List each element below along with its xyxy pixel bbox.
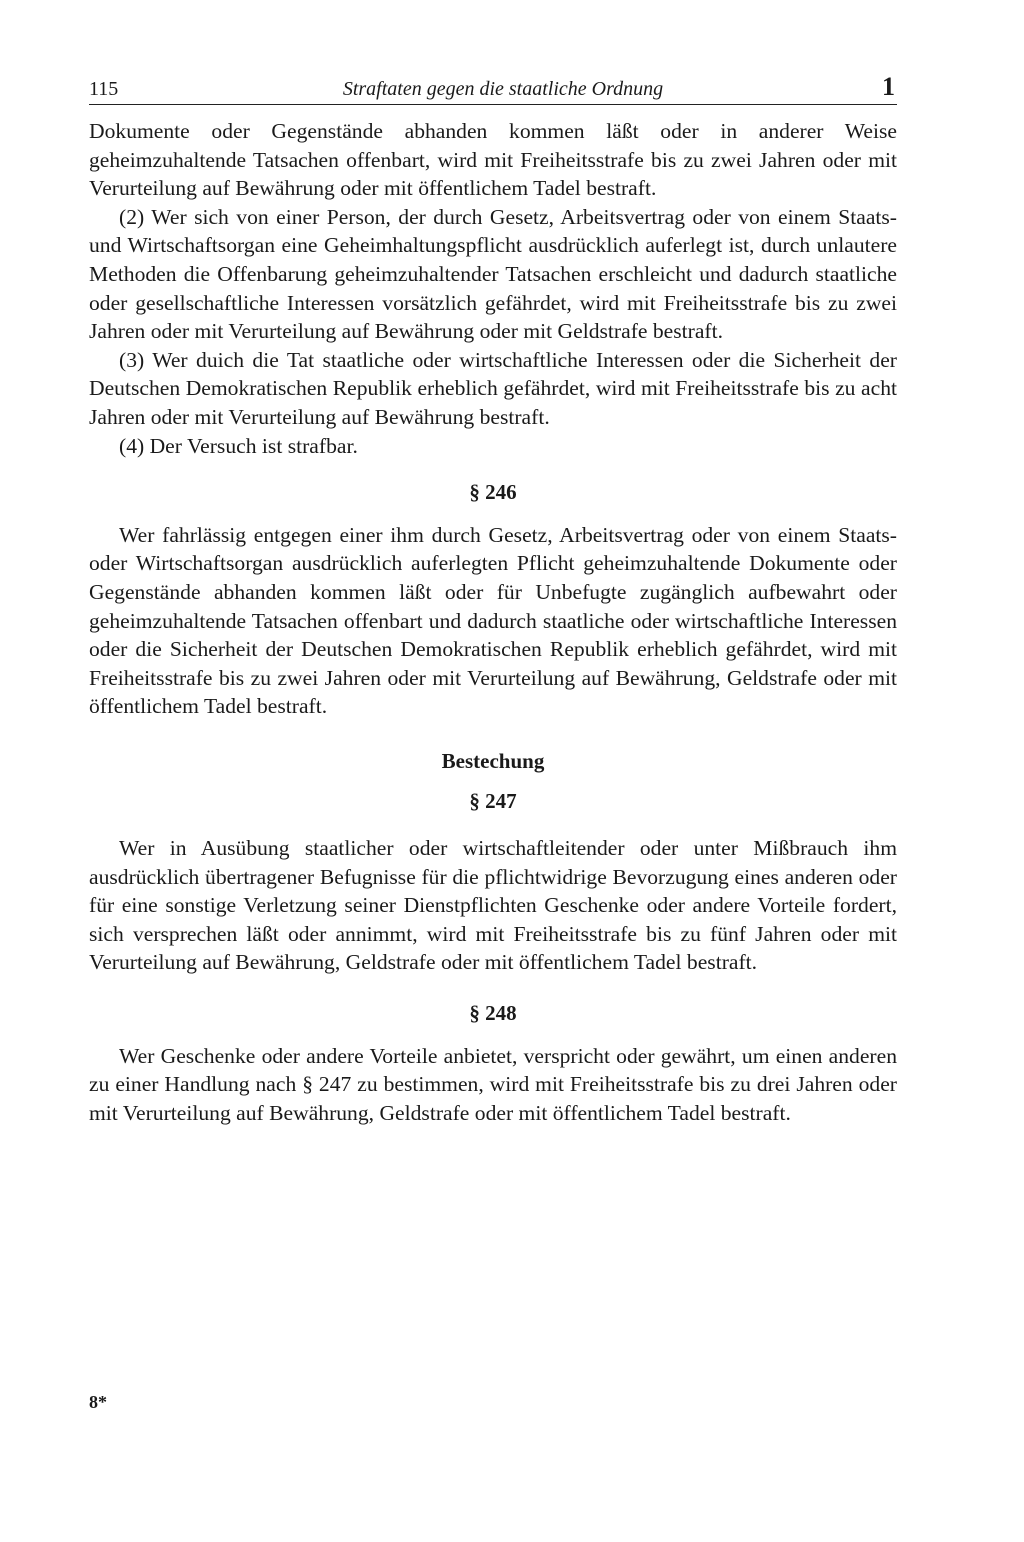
chapter-number: 1: [882, 72, 895, 101]
running-title: Straftaten gegen die staatliche Ordnung: [342, 78, 664, 100]
section-246-text: Wer fahrlässig entgegen einer ihm durch Gesetz, Arbeitsvertrag oder von einem Staats- oder Wirtschaftsorgan ausdrücklich auferlegten Pflicht geheimzuhaltende Dokumente oder Gegenstände abhanden kommen läßt oder für Unbefugte zugänglich aufbewahrt oder geheimzuhaltende Tatsachen offenbart und dadurch staatliche oder wirtschaftliche Interessen oder die Sicherheit der Deutschen Demokratischen Republik erheblich gefährdet, wird mit Freiheitsstrafe bis zu zwei Jahren oder mit Verurteilung auf Bewährung, Geldstrafe oder mit öffentlichem Tadel bestraft.: [89, 522, 897, 719]
signature-mark: 8*: [89, 1392, 107, 1412]
page-number: 115: [89, 78, 119, 100]
paragraph-continued: Dokumente oder Gegenstände abhanden kommen läßt oder in anderer Weise geheimzuhaltende Tatsachen offenbart, wird mit Freiheitsstrafe bis zu zwei Jahren oder mit Verurteilung auf Bewährung oder mit öffentlichem Tadel bestraft.: [89, 119, 897, 201]
document-page: [89, 72, 897, 1127]
section-246-heading: § 246: [469, 480, 517, 505]
paragraph-subsection-3: (3) Wer duich die Tat staatliche oder wirtschaftliche Interessen oder die Sicherheit der Deutschen Demokratischen Republik erheblich gefährdet, wird mit Freiheitsstrafe bis zu acht Jahren oder mit Verurteilung auf Bewährung bestraft.: [89, 347, 897, 429]
section-248-heading: § 248: [469, 1001, 517, 1026]
body-text: [89, 117, 897, 1127]
section-248-text: Wer Geschenke oder andere Vorteile anbietet, verspricht oder gewährt, um einen anderen zu einer Handlung nach § 247 zu bestimmen, wird mit Freiheitsstrafe bis zu drei Jahren oder mit Verurteilung auf Bewährung, Geldstrafe oder mit öffentlichem Tadel bestraft.: [89, 1043, 897, 1125]
running-header: [89, 72, 897, 105]
section-247-heading: § 247: [469, 789, 517, 814]
section-247-text: Wer in Ausübung staatlicher oder wirtschaftleitender oder unter Mißbrauch ihm ausdrücklich übertragener Befugnisse für die pflichtwidrige Bevorzugung eines anderen oder für eine sonstige Verletzung seiner Dienstpflichten Geschenke oder andere Vorteile fordert, sich versprechen läßt oder annimmt, wird mit Freiheitsstrafe bis zu fünf Jahren oder mit Verurteilung auf Bewährung, Geldstrafe oder mit öffentlichem Tadel bestraft.: [89, 836, 897, 975]
paragraph-subsection-2: (2) Wer sich von einer Person, der durch Gesetz, Arbeitsvertrag oder von einem Staats- und Wirtschaftsorgan eine Geheimhaltungspflicht ausdrücklich auferlegt ist, durch unlautere Methoden die Offenbarung geheimzuhaltender Tatsachen erschleicht und dadurch staatliche oder gesellschaftliche Interessen vorsätzlich gefährdet, wird mit Freiheitsstrafe bis zu zwei Jahren oder mit Verurteilung auf Bewährung oder mit Geldstrafe bestraft.: [89, 204, 897, 344]
bestechung-heading: Bestechung: [441, 748, 545, 773]
paragraph-subsection-4: (4) Der Versuch ist strafbar.: [119, 433, 358, 458]
